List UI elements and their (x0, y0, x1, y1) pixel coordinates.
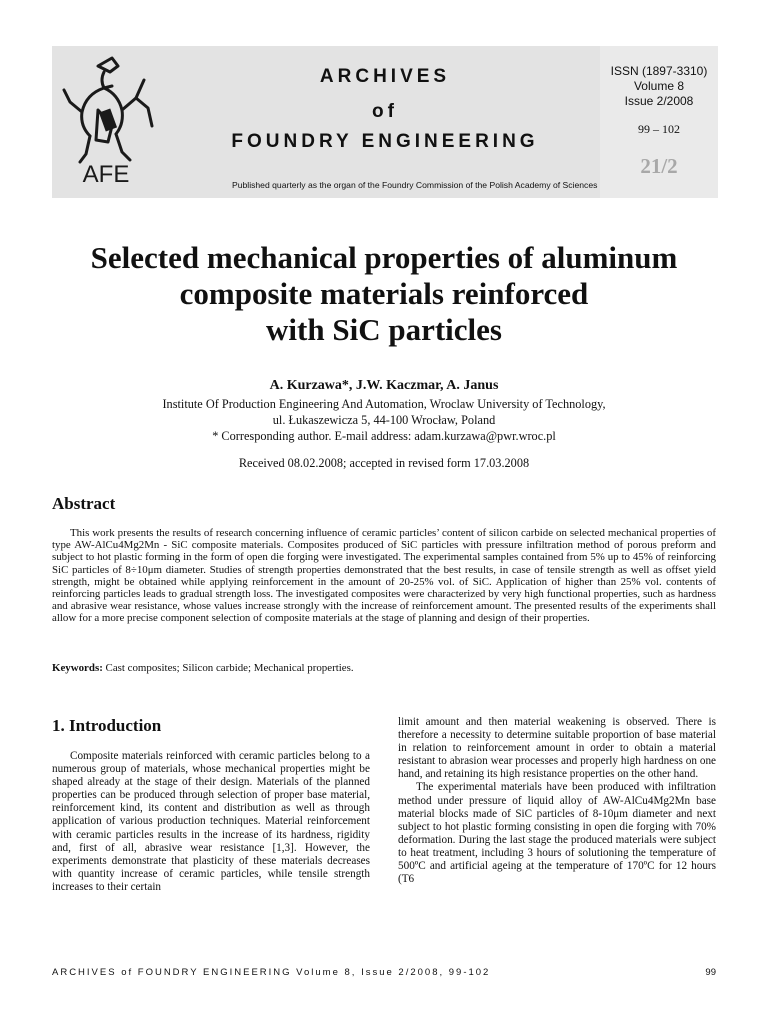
article-title-line: composite materials reinforced (179, 276, 589, 311)
article-title-line: Selected mechanical properties of aluminum (90, 240, 678, 275)
introduction-heading: 1. Introduction (52, 716, 162, 735)
author-affiliation (40, 396, 728, 444)
svg-text:AFE: AFE (82, 161, 130, 188)
keywords-line (52, 662, 716, 674)
page-number: 99 (705, 967, 716, 978)
intro-paragraph: The experimental materials have been produced with infiltration method under pressure of liquid alloy of AW-AlCu4Mg2Mn base material blocks made of SiC particles of 8-10μm diameter and next subject to hot plastic forming consisting in open die forging with 70% deformation. During the last stage the produced materials were subject to heat treatment, including 3 hours of solutioning the temperature of 500ºC and artificial ageing at the temperature of 170ºC for 12 hours (T6 (398, 781, 716, 886)
journal-title-line-3: FOUNDRY ENGINEERING (231, 131, 539, 152)
article-authors: A. Kurzawa*, J.W. Kaczmar, A. Janus (269, 378, 499, 393)
journal-title-line-2: of (372, 101, 398, 122)
journal-subtitle: Published quarterly as the organ of the Foundry Commission of the Polish Academy of Sciences (232, 180, 598, 190)
article-title-line: with SiC particles (266, 312, 502, 347)
received-dates: Received 08.02.2008; accepted in revised form 17.03.2008 (238, 456, 530, 470)
affiliation-line: ul. Łukaszewicza 5, 44-100 Wrocław, Poland (272, 413, 496, 427)
abstract-heading: Abstract (52, 494, 116, 513)
keywords-label: Keywords: (52, 662, 103, 674)
issn: ISSN (1897-3310) (610, 64, 708, 78)
volume: Volume 8 (633, 79, 685, 93)
affiliation-line: Institute Of Production Engineering And Automation, Wroclaw University of Technology, (162, 397, 606, 411)
keywords-value: Cast composites; Silicon carbide; Mechanical properties. (102, 662, 354, 674)
intro-paragraph: Composite materials reinforced with ceramic particles belong to a numerous group of materials, whose mechanical properties might be shaped already at the stage of their design. Materials of the planned properties can be produced through selection of proper base material, reinforcement kind, its content and distribution as well as through application of various production techniques. Material reinforcement with ceramic particles results in the increase of its hardness, rigidity and, first of all, abrasive wear resistance [1,3]. However, the experiments demonstrate that plasticity of these materials decreases with quantity increase of ceramic particles, while tensile strength increases to their certain (52, 750, 370, 893)
journal-title-line-1: ARCHIVES (319, 66, 451, 87)
article-code: 21/2 (640, 154, 678, 178)
afe-logo (52, 50, 160, 190)
running-footer: ARCHIVES of FOUNDRY ENGINEERING Volume 8, Issue 2/2008, 99-102 (52, 967, 491, 978)
issue-info-panel (600, 46, 718, 198)
foundry-worker-logo-icon (52, 50, 160, 190)
journal-masthead (52, 46, 718, 198)
left-column (52, 750, 370, 894)
abstract-body: This work presents the results of research concerning influence of ceramic particles’ content of silicon carbide on selected mechanical properties of type AW-AlCu4Mg2Mn - SiC composite materials. Composites produced of SiC particles with pressure infiltration method of porous preform and subject to hot plastic forming in the form of open die forging were investigated. The experimental samples contained from 5% up to 45% of reinforcing SiC particles of 8÷10μm diameter. Studies of strength properties demonstrated that the best results, in case of tensile strength as well as offset yield strength, might be obtained while applying reinforcement in the amount of 20-25% vol. of SiC. Application of higher than 25% vol. contents of reinforcing particles leads to gradual strength loss. The investigated composites were characterized by very high functional properties, such as hardness and abrasive wear resistance, whose values increase strongly with the increase of reinforcement amount. The presented results of the experiments shall allow for a more precise component selection of composite materials at the stage of planning and design of their properties. (52, 527, 716, 625)
corresponding-author-line: * Corresponding author. E-mail address: adam.kurzawa@pwr.wroc.pl (212, 429, 556, 443)
issue: Issue 2/2008 (624, 94, 694, 108)
intro-paragraph-continued: limit amount and then material weakening is observed. There is therefore a necessity to determine suitable proportion of base material in relation to reinforcement amount in order to obtain a material resistant to abrasion wear processes and properly high hardness on one hand, and retaining its high resistance properties on the other hand. (398, 716, 716, 781)
page-range: 99 – 102 (638, 122, 680, 136)
article-title (40, 240, 728, 348)
right-column (398, 716, 716, 886)
